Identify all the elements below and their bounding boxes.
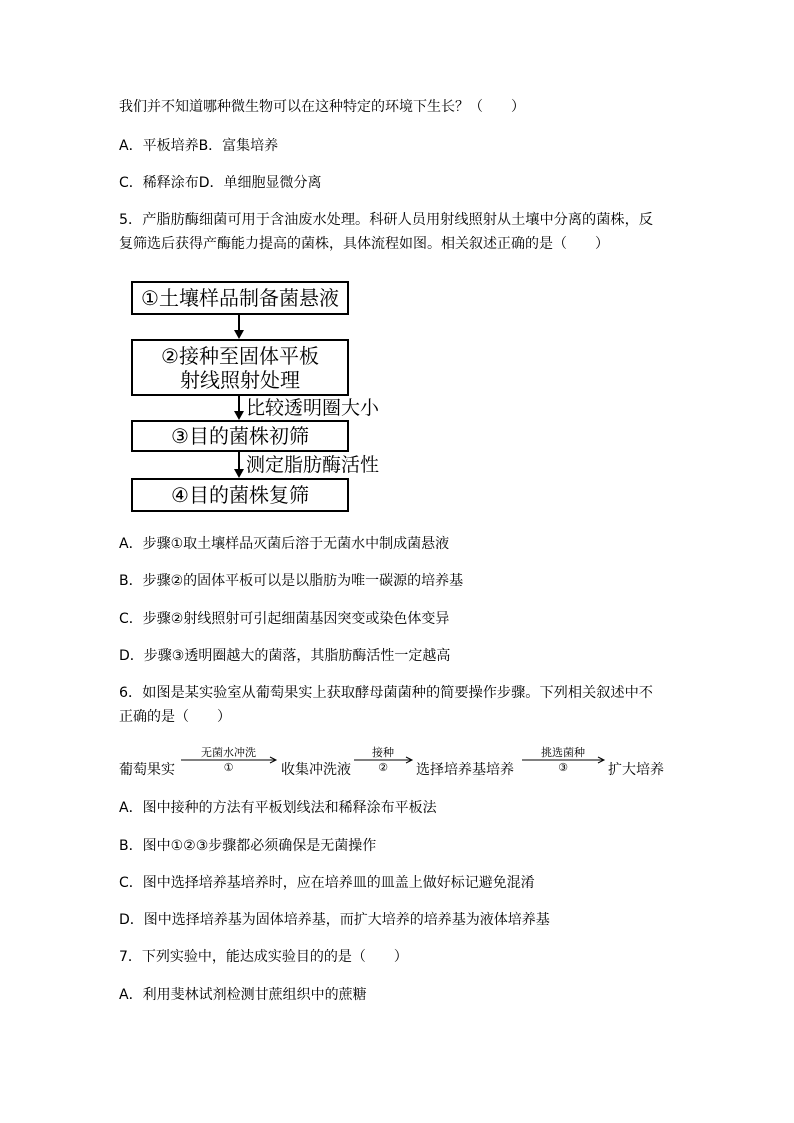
flow-step-1-label: ①土壤样品制备菌悬液 <box>141 286 339 310</box>
arrow-1-label: 无菌水冲洗 <box>201 746 256 759</box>
flow-step-2-line-2: 射线照射处理 <box>180 367 300 392</box>
question-7-stem: 7．下列实验中，能达成实验目的的是（ ） <box>119 949 408 965</box>
step-grape: 葡萄果实 <box>119 762 175 778</box>
step-expand: 扩大培养 <box>608 762 664 778</box>
arrow-3-label: 挑选菌种 <box>541 746 585 759</box>
flow-step-2-line-1: ②接种至固体平板 <box>161 343 319 368</box>
question-4-stem: 我们并不知道哪种微生物可以在这种特定的环境下生长？（ ） <box>119 99 525 115</box>
arrow-2-number: ② <box>378 761 388 774</box>
option-7-a: A．利用斐林试剂检测甘蔗组织中的蔗糖 <box>119 987 367 1003</box>
question-5-line-1: 5．产脂肪酶细菌可用于含油废水处理。科研人员用射线照射从土壤中分离的菌株，反 <box>119 212 653 228</box>
question-6-line-2: 正确的是（ ） <box>119 709 231 725</box>
option-5-a: A．步骤①取土壤样品灭菌后溶于无菌水中制成菌悬液 <box>119 536 450 552</box>
option-6-b: B．图中①②③步骤都必须确保是无菌操作 <box>119 838 377 854</box>
arrow-3-number: ③ <box>558 761 568 774</box>
option-5-c: C．步骤②射线照射可引起细菌基因突变或染色体变异 <box>119 611 450 627</box>
step-collect: 收集冲洗液 <box>281 762 351 778</box>
option-5-b: B．步骤②的固体平板可以是以脂肪为唯一碳源的培养基 <box>119 573 464 589</box>
flow-label-2: 测定脂肪酶活性 <box>246 454 380 476</box>
option-6-d: D．图中选择培养基为固体培养基，而扩大培养的培养基为液体培养基 <box>119 912 550 928</box>
option-6-a: A．图中接种的方法有平板划线法和稀释涂布平板法 <box>119 800 437 816</box>
option-4-cd: C．稀释涂布D．单细胞显微分离 <box>119 175 322 191</box>
question-6-line-1: 6．如图是某实验室从葡萄果实上获取酵母菌菌种的简要操作步骤。下列相关叙述中不 <box>119 685 653 701</box>
flow-label-1: 比较透明圈大小 <box>246 397 380 419</box>
arrow-2-label: 接种 <box>372 746 394 759</box>
arrow-1-number: ① <box>223 761 234 774</box>
option-5-d: D．步骤③透明圈越大的菌落，其脂肪酶活性一定越高 <box>119 648 451 664</box>
flow-step-3-label: ③目的菌株初筛 <box>171 424 309 448</box>
step-select: 选择培养基培养 <box>416 762 514 778</box>
question-5-line-2: 复筛选后获得产酶能力提高的菌株，具体流程如图。相关叙述正确的是（ ） <box>119 236 609 252</box>
option-4-ab: A．平板培养B．富集培养 <box>119 138 279 154</box>
option-6-c: C．图中选择培养基培养时，应在培养皿的皿盖上做好标记避免混淆 <box>119 875 535 891</box>
flow-step-4-label: ④目的菌株复筛 <box>171 483 309 507</box>
